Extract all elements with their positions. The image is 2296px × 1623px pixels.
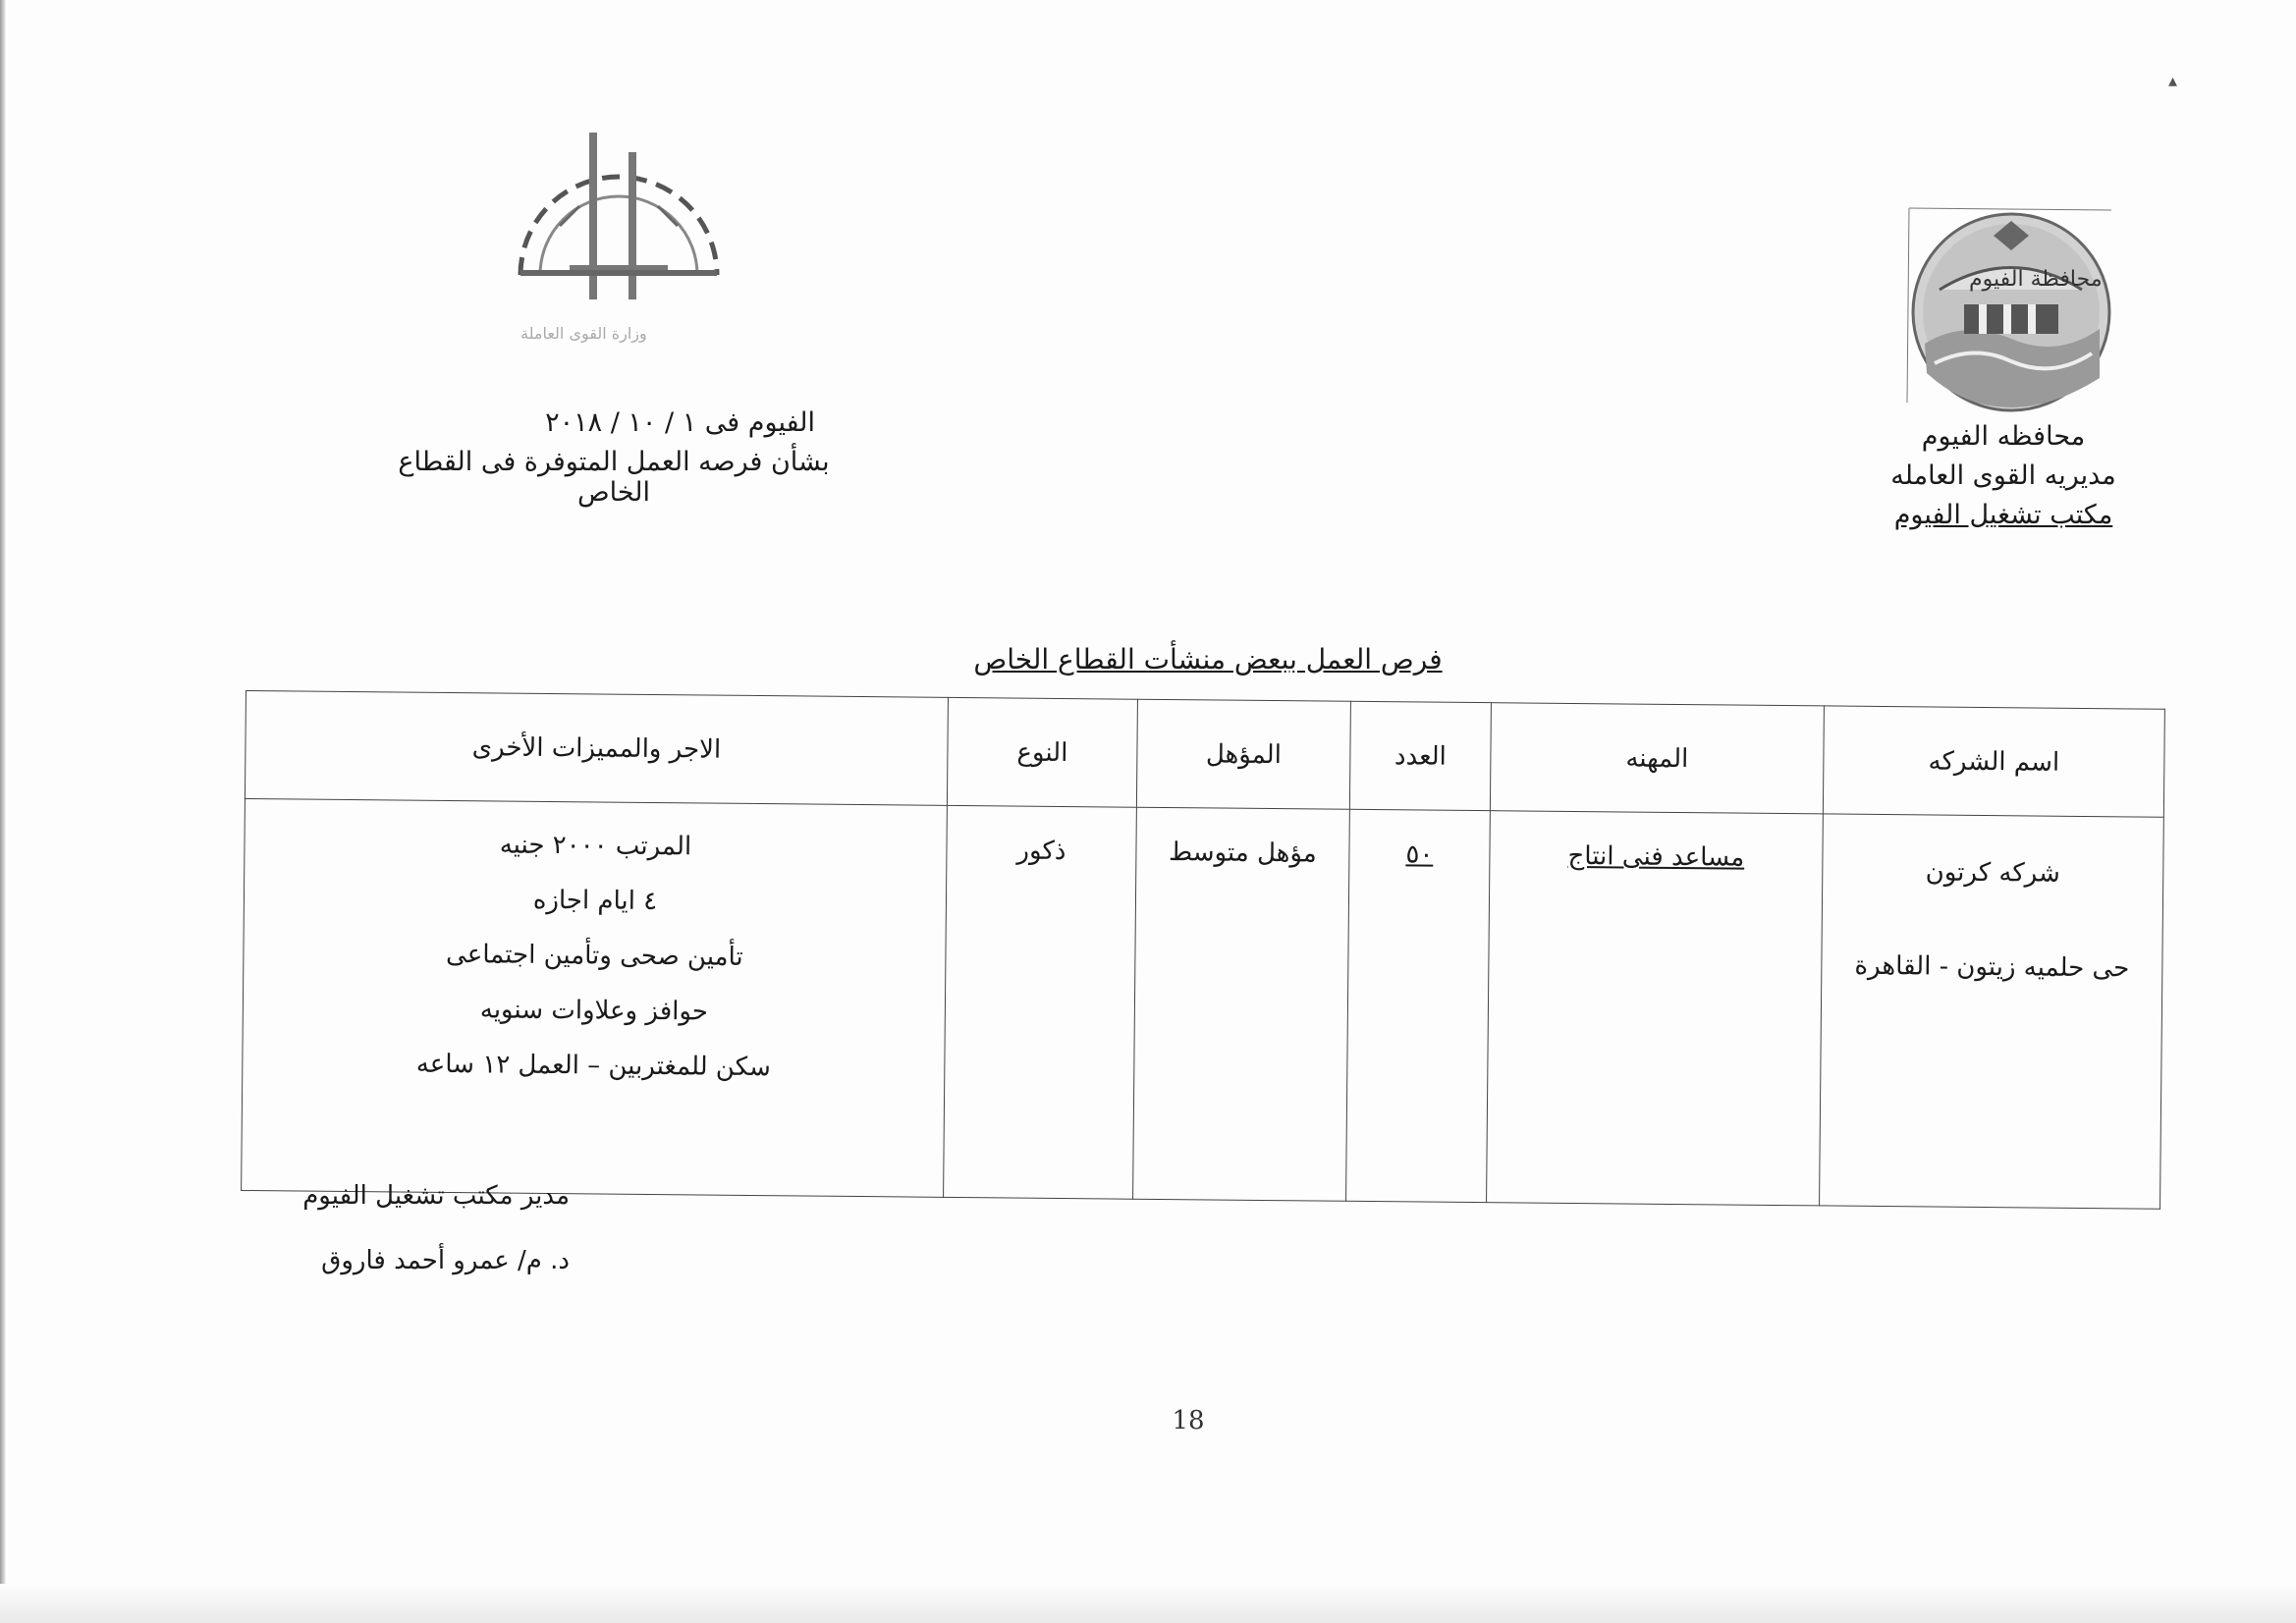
header-qualification: المؤهل <box>1136 699 1350 809</box>
scan-bottom-shadow <box>0 1584 2296 1623</box>
benefit-leave: ٤ ايام اجازه <box>532 885 658 917</box>
header-count: العدد <box>1349 701 1491 810</box>
benefit-salary: المرتب ٢٠٠٠ جنيه <box>499 830 692 862</box>
page-number: 18 <box>1172 1406 1205 1435</box>
table-title: فرص العمل ببعض منشأت القطاع الخاص <box>973 643 1443 676</box>
benefit-incentives: حوافز وعلاوات سنويه <box>479 995 709 1027</box>
directorate-name: مديريه القوى العامله <box>1890 460 2116 491</box>
governorate-name: محافظه الفيوم <box>1921 421 2086 452</box>
header-benefits: الاجر والمميزات الأخرى <box>245 691 948 806</box>
company-name: شركه كرتون <box>1925 857 2061 889</box>
date-line: الفيوم فى ١ / ١٠ / ٢٠١٨ <box>545 407 815 438</box>
seal-lettering: محافظة الفيوم <box>1969 267 2103 292</box>
company-address: حى حلميه زيتون - القاهرة <box>1854 950 2130 984</box>
signature-title: مدير مكتب تشغيل الفيوم <box>302 1181 570 1211</box>
cell-qualification <box>1133 807 1350 1201</box>
benefit-housing: سكن للمغتربين – العمل ١٢ ساعه <box>415 1049 771 1083</box>
scan-speck: ▴ <box>2168 71 2178 91</box>
cell-job <box>1487 811 1824 1206</box>
jobs-table-wrapper <box>241 690 2165 1210</box>
header-job: المهنه <box>1490 703 1824 814</box>
table-header-row <box>245 691 2164 818</box>
job-count: ٥٠ <box>1405 839 1434 870</box>
issuer-block <box>1876 417 2131 535</box>
gender: ذكور <box>1016 836 1066 867</box>
header-gender: النوع <box>947 697 1137 807</box>
cell-gender <box>944 805 1137 1199</box>
scan-edge-shadow <box>0 0 6 1623</box>
qualification: مؤهل متوسط <box>1168 838 1317 869</box>
cell-benefits <box>242 798 948 1197</box>
office-name: مكتب تشغيل الفيوم <box>1893 500 2113 530</box>
ministry-logo-caption: وزارة القوى العاملة <box>520 324 647 343</box>
cell-company <box>1820 814 2164 1209</box>
header-company: اسم الشركه <box>1823 706 2164 817</box>
signature-block <box>295 1163 570 1293</box>
table-row <box>242 798 2164 1209</box>
ministry-logo <box>511 128 727 353</box>
benefit-insurance: تأمين صحى وتأمين اجتماعى <box>445 939 743 972</box>
signature-name: د. م/ عمرو أحمد فاروق <box>321 1246 570 1275</box>
cell-count <box>1346 809 1491 1202</box>
fayoum-governorate-seal <box>1905 206 2116 412</box>
jobs-table <box>241 690 2165 1210</box>
subject-line: بشأن فرصه العمل المتوفرة فى القطاع الخاص <box>398 447 830 508</box>
job-title: مساعد فنى انتاج <box>1567 840 1745 873</box>
